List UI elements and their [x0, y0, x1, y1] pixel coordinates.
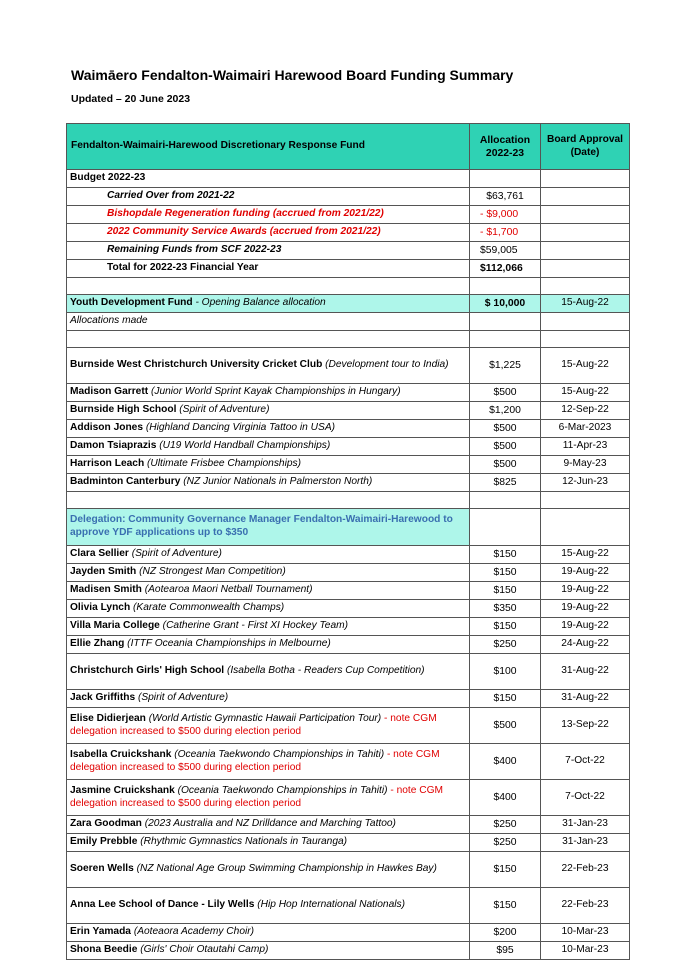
- allocation-row: [67, 402, 630, 420]
- recipient-cell: [67, 834, 470, 852]
- approval-date: 7-Oct-22: [541, 780, 630, 816]
- recipient-name: Jayden Smith: [70, 566, 137, 578]
- approval-date: 19-Aug-22: [541, 618, 630, 636]
- recipient-name: Erin Yamada: [70, 926, 131, 938]
- allocation-row: [67, 474, 630, 492]
- recipient-name: Anna Lee School of Dance - Lily Wells: [70, 899, 255, 911]
- approval-date: 19-Aug-22: [541, 564, 630, 582]
- recipient-purpose: (Hip Hop International Nationals): [254, 899, 405, 911]
- recipient-cell: [67, 816, 470, 834]
- recipient-cell: [67, 420, 470, 438]
- recipient-name: Jasmine Cruickshank: [70, 784, 175, 796]
- recipient-purpose: (Aotearoa Maori Netball Tournament): [141, 584, 313, 596]
- approval-date: 31-Jan-23: [541, 834, 630, 852]
- allocation-row: [67, 420, 630, 438]
- allocation-row: [67, 438, 630, 456]
- recipient-purpose: (Oceania Taekwondo Championships in Tahiti): [171, 748, 385, 760]
- recipient-purpose: (Catherine Grant - First XI Hockey Team): [159, 620, 348, 632]
- approval-date: 15-Aug-22: [541, 546, 630, 564]
- allocation-row: [67, 582, 630, 600]
- recipient-name: Jack Griffiths: [70, 692, 136, 704]
- budget-amount: - $9,000: [470, 206, 541, 224]
- recipient-purpose: (Karate Commonwealth Champs): [130, 602, 285, 614]
- budget-row: [67, 206, 630, 224]
- budget-row: [67, 242, 630, 260]
- approval-date: 15-Aug-22: [541, 348, 630, 384]
- recipient-name: Olivia Lynch: [70, 602, 131, 614]
- allocation-amount: $200: [470, 924, 541, 942]
- recipient-cell: [67, 744, 470, 780]
- approval-date: 22-Feb-23: [541, 888, 630, 924]
- recipient-purpose: (U19 World Handball Championships): [156, 440, 331, 452]
- ydf-row: [67, 295, 630, 313]
- budget-label: Remaining Funds from SCF 2022-23: [67, 242, 470, 260]
- allocation-row: [67, 654, 630, 690]
- approval-date: 6-Mar-2023: [541, 420, 630, 438]
- recipient-name: Burnside West Christchurch University Cricket Club: [70, 359, 323, 371]
- allocation-row: [67, 852, 630, 888]
- recipient-cell: [67, 618, 470, 636]
- approval-date: 22-Feb-23: [541, 852, 630, 888]
- allocation-amount: $95: [470, 942, 541, 960]
- approval-date: 10-Mar-23: [541, 924, 630, 942]
- allocation-amount: $100: [470, 654, 541, 690]
- spacer-row: [67, 278, 630, 295]
- budget-row: [67, 188, 630, 206]
- allocation-row: [67, 456, 630, 474]
- recipient-purpose: (Aoteaora Academy Choir): [130, 926, 255, 938]
- allocations-made-row: [67, 313, 630, 331]
- allocation-amount: $150: [470, 564, 541, 582]
- allocation-amount: $400: [470, 780, 541, 816]
- allocation-row: [67, 816, 630, 834]
- recipient-purpose: (Isabella Botha - Readers Cup Competition): [224, 665, 425, 677]
- approval-date: 15-Aug-22: [541, 384, 630, 402]
- allocation-row: [67, 600, 630, 618]
- recipient-purpose: (Spirit of Adventure): [135, 692, 229, 704]
- approval-date: 31-Jan-23: [541, 816, 630, 834]
- recipient-purpose: (NZ National Age Group Swimming Championship in Hawkes Bay): [133, 863, 437, 875]
- recipient-name: Burnside High School: [70, 404, 177, 416]
- recipient-name: Soeren Wells: [70, 863, 134, 875]
- ydf-date: 15-Aug-22: [541, 295, 630, 313]
- recipient-purpose: (Spirit of Adventure): [176, 404, 270, 416]
- delegation-note: - note CGM delegation increased to $500 during election period: [70, 748, 440, 773]
- recipient-purpose: (Junior World Sprint Kayak Championships in Hungary): [148, 386, 401, 398]
- approval-date: 24-Aug-22: [541, 636, 630, 654]
- recipient-cell: [67, 348, 470, 384]
- recipient-name: Harrison Leach: [70, 458, 145, 470]
- ydf-name: Youth Development Fund: [70, 297, 193, 309]
- allocation-amount: $150: [470, 546, 541, 564]
- header-fund: Fendalton-Waimairi-Harewood Discretionary Response Fund: [67, 124, 470, 170]
- recipient-cell: [67, 600, 470, 618]
- recipient-name: Badminton Canterbury: [70, 476, 181, 488]
- approval-date: 19-Aug-22: [541, 600, 630, 618]
- delegation-text: Delegation: Community Governance Manager Fendalton-Waimairi-Harewood to approve YDF applications up to $350: [67, 509, 470, 546]
- recipient-name: Zara Goodman: [70, 818, 142, 830]
- recipient-purpose: (2023 Australia and NZ Drilldance and Marching Tattoo): [141, 818, 396, 830]
- allocation-amount: $500: [470, 438, 541, 456]
- header-approval: Board Approval (Date): [541, 124, 630, 170]
- allocation-row: [67, 744, 630, 780]
- recipient-cell: [67, 888, 470, 924]
- approval-date: 31-Aug-22: [541, 690, 630, 708]
- allocation-row: [67, 690, 630, 708]
- allocation-amount: $1,225: [470, 348, 541, 384]
- budget-total-amount: $112,066: [470, 260, 541, 278]
- table-header-row: [67, 124, 630, 170]
- recipient-cell: [67, 636, 470, 654]
- recipient-name: Elise Didierjean: [70, 712, 146, 724]
- approval-date: 12-Jun-23: [541, 474, 630, 492]
- recipient-cell: [67, 438, 470, 456]
- spacer-row: [67, 331, 630, 348]
- recipient-purpose: (Highland Dancing Virginia Tattoo in USA): [143, 422, 336, 434]
- recipient-name: Shona Beedie: [70, 944, 138, 956]
- approval-date: 12-Sep-22: [541, 402, 630, 420]
- allocation-amount: $250: [470, 816, 541, 834]
- recipient-cell: [67, 852, 470, 888]
- approval-date: 10-Mar-23: [541, 942, 630, 960]
- allocation-amount: $500: [470, 708, 541, 744]
- recipient-name: Madison Garrett: [70, 386, 149, 398]
- budget-label: Carried Over from 2021-22: [67, 188, 470, 206]
- recipient-cell: [67, 564, 470, 582]
- allocation-row: [67, 780, 630, 816]
- recipient-cell: [67, 384, 470, 402]
- recipient-cell: [67, 780, 470, 816]
- recipient-name: Emily Prebble: [70, 836, 138, 848]
- allocation-amount: $150: [470, 690, 541, 708]
- approval-date: 11-Apr-23: [541, 438, 630, 456]
- recipient-purpose: (ITTF Oceania Championships in Melbourne): [124, 638, 331, 650]
- allocation-row: [67, 834, 630, 852]
- allocation-amount: $500: [470, 384, 541, 402]
- allocation-row: [67, 636, 630, 654]
- recipient-cell: [67, 402, 470, 420]
- approval-date: 19-Aug-22: [541, 582, 630, 600]
- recipient-purpose: (Spirit of Adventure): [128, 548, 222, 560]
- recipient-purpose: (NZ Junior Nationals in Palmerston North): [180, 476, 373, 488]
- header-allocation: Allocation 2022-23: [470, 124, 541, 170]
- recipient-cell: [67, 942, 470, 960]
- recipient-purpose: (World Artistic Gymnastic Hawaii Participation Tour): [145, 712, 382, 724]
- recipient-cell: [67, 546, 470, 564]
- recipient-purpose: (Girls' Choir Otautahi Camp): [137, 944, 269, 956]
- budget-heading: Budget 2022-23: [67, 170, 470, 188]
- allocation-row: [67, 384, 630, 402]
- recipient-purpose: (Ultimate Frisbee Championships): [144, 458, 301, 470]
- allocation-amount: $150: [470, 852, 541, 888]
- allocation-amount: $400: [470, 744, 541, 780]
- approval-date: 31-Aug-22: [541, 654, 630, 690]
- budget-label: 2022 Community Service Awards (accrued from 2021/22): [67, 224, 470, 242]
- updated-date: Updated – 20 June 2023: [71, 93, 191, 105]
- budget-total-row: [67, 260, 630, 278]
- delegation-note: - note CGM delegation increased to $500 during election period: [70, 712, 437, 737]
- recipient-name: Addison Jones: [70, 422, 144, 434]
- allocation-amount: $1,200: [470, 402, 541, 420]
- recipient-name: Madisen Smith: [70, 584, 142, 596]
- delegation-row: [67, 509, 630, 546]
- approval-date: 9-May-23: [541, 456, 630, 474]
- recipient-purpose: (Oceania Taekwondo Championships in Tahiti): [174, 784, 388, 796]
- allocation-amount: $150: [470, 618, 541, 636]
- funding-table: [66, 123, 630, 960]
- allocation-amount: $150: [470, 888, 541, 924]
- allocation-row: [67, 546, 630, 564]
- recipient-cell: [67, 654, 470, 690]
- allocations-made-label: Allocations made: [67, 313, 470, 331]
- allocation-amount: $150: [470, 582, 541, 600]
- recipient-purpose: (Development tour to India): [322, 359, 449, 371]
- recipient-cell: [67, 474, 470, 492]
- recipient-cell: [67, 582, 470, 600]
- allocation-row: [67, 564, 630, 582]
- budget-label: Bishopdale Regeneration funding (accrued from 2021/22): [67, 206, 470, 224]
- document-title: Waimāero Fendalton-Waimairi Harewood Board Funding Summary: [71, 67, 514, 83]
- recipient-cell: [67, 708, 470, 744]
- allocation-amount: $350: [470, 600, 541, 618]
- recipient-cell: [67, 690, 470, 708]
- approval-date: 7-Oct-22: [541, 744, 630, 780]
- recipient-name: Ellie Zhang: [70, 638, 125, 650]
- ydf-amount: $ 10,000: [470, 295, 541, 313]
- ydf-desc: - Opening Balance allocation: [192, 297, 326, 309]
- recipient-purpose: (NZ Strongest Man Competition): [136, 566, 286, 578]
- recipient-cell: [67, 456, 470, 474]
- recipient-purpose: (Rhythmic Gymnastics Nationals in Tauranga): [137, 836, 348, 848]
- recipient-name: Damon Tsiaprazis: [70, 440, 157, 452]
- recipient-name: Isabella Cruickshank: [70, 748, 172, 760]
- recipient-name: Villa Maria College: [70, 620, 160, 632]
- allocation-amount: $250: [470, 636, 541, 654]
- budget-amount: $59,005: [470, 242, 541, 260]
- allocation-amount: $250: [470, 834, 541, 852]
- recipient-cell: [67, 924, 470, 942]
- allocation-row: [67, 618, 630, 636]
- delegation-note: - note CGM delegation increased to $500 during election period: [70, 784, 443, 809]
- allocation-row: [67, 348, 630, 384]
- allocation-amount: $500: [470, 456, 541, 474]
- budget-total-label: Total for 2022-23 Financial Year: [67, 260, 470, 278]
- recipient-name: Clara Sellier: [70, 548, 129, 560]
- allocation-row: [67, 708, 630, 744]
- allocation-amount: $500: [470, 420, 541, 438]
- budget-amount: - $1,700: [470, 224, 541, 242]
- spacer-row: [67, 492, 630, 509]
- allocation-row: [67, 942, 630, 960]
- budget-amount: $63,761: [470, 188, 541, 206]
- approval-date: 13-Sep-22: [541, 708, 630, 744]
- budget-row: [67, 224, 630, 242]
- allocation-amount: $825: [470, 474, 541, 492]
- allocation-row: [67, 888, 630, 924]
- allocation-row: [67, 924, 630, 942]
- recipient-name: Christchurch Girls' High School: [70, 665, 225, 677]
- budget-heading-row: [67, 170, 630, 188]
